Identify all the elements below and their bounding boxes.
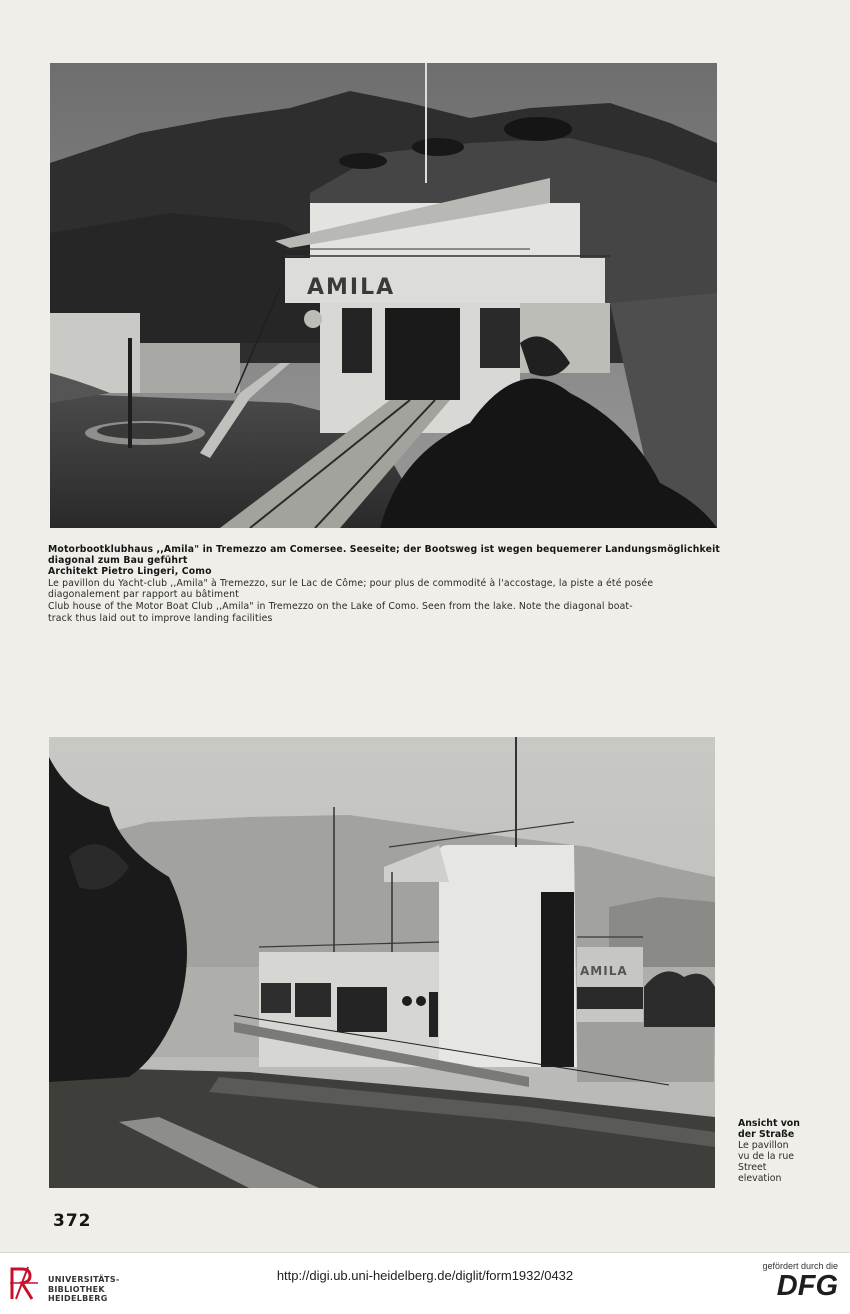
side-caption-german-line1: Ansicht von [738,1118,800,1129]
caption-english-line2: track thus laid out to improve landing facilities [48,612,273,624]
street-elevation-photo-drawing [49,737,715,1188]
dfg-logo[interactable]: DFG [776,1270,838,1302]
caption-german-description: Seeseite; der Bootsweg ist wegen bequemerer Landungsmöglichkeit [349,544,720,555]
footer-bar [0,1252,850,1314]
library-name-line3: HEIDELBERG [48,1294,108,1303]
funder-block [756,1261,838,1301]
photo-street-elevation [49,737,715,1188]
side-caption-french-line1: Le pavillon [738,1140,789,1151]
photo-lake-side-view [50,63,717,528]
side-caption-english-line1: Street [738,1162,767,1173]
caption-english-line1: Club house of the Motor Boat Club ,,Amila" in Tremezzo on the Lake of Como. Seen from the lake. Note the diagonal boat- [48,600,633,612]
library-name-line1: UNIVERSITÄTS- [48,1275,120,1284]
lake-side-photo-drawing [50,63,717,528]
caption-german-title: Motorbootklubhaus ,,Amila" in Tremezzo am Comersee. [48,544,347,555]
photo-caption [48,545,720,625]
side-caption-french-line2: vu de la rue [738,1151,795,1162]
caption-french-line1: Le pavillon du Yacht-club ,,Amila" à Tremezzo, sur le Lac de Côme; pour plus de commodité à l'accostage, la piste a été posée [48,577,654,589]
caption-german-line2: diagonal zum Bau geführt [48,554,188,566]
permalink-url[interactable]: http://digi.ub.uni-heidelberg.de/diglit/form1932/0432 [276,1268,574,1283]
side-caption-german-line2: der Straße [738,1129,795,1140]
caption-architect: Architekt Pietro Lingeri, Como [48,566,212,578]
building-sign-text: AMILA [307,275,396,300]
caption-french-line2: diagonalement par rapport au bâtiment [48,589,239,601]
library-name-line2: BIBLIOTHEK [48,1284,105,1294]
page-number: 372 [53,1211,92,1231]
street-sign-text: AMILA [580,964,628,978]
side-caption [738,1118,818,1184]
side-caption-english-line2: elevation [738,1173,782,1184]
caption-german-line1 [48,545,720,556]
funder-label: gefördert durch die [762,1261,838,1271]
